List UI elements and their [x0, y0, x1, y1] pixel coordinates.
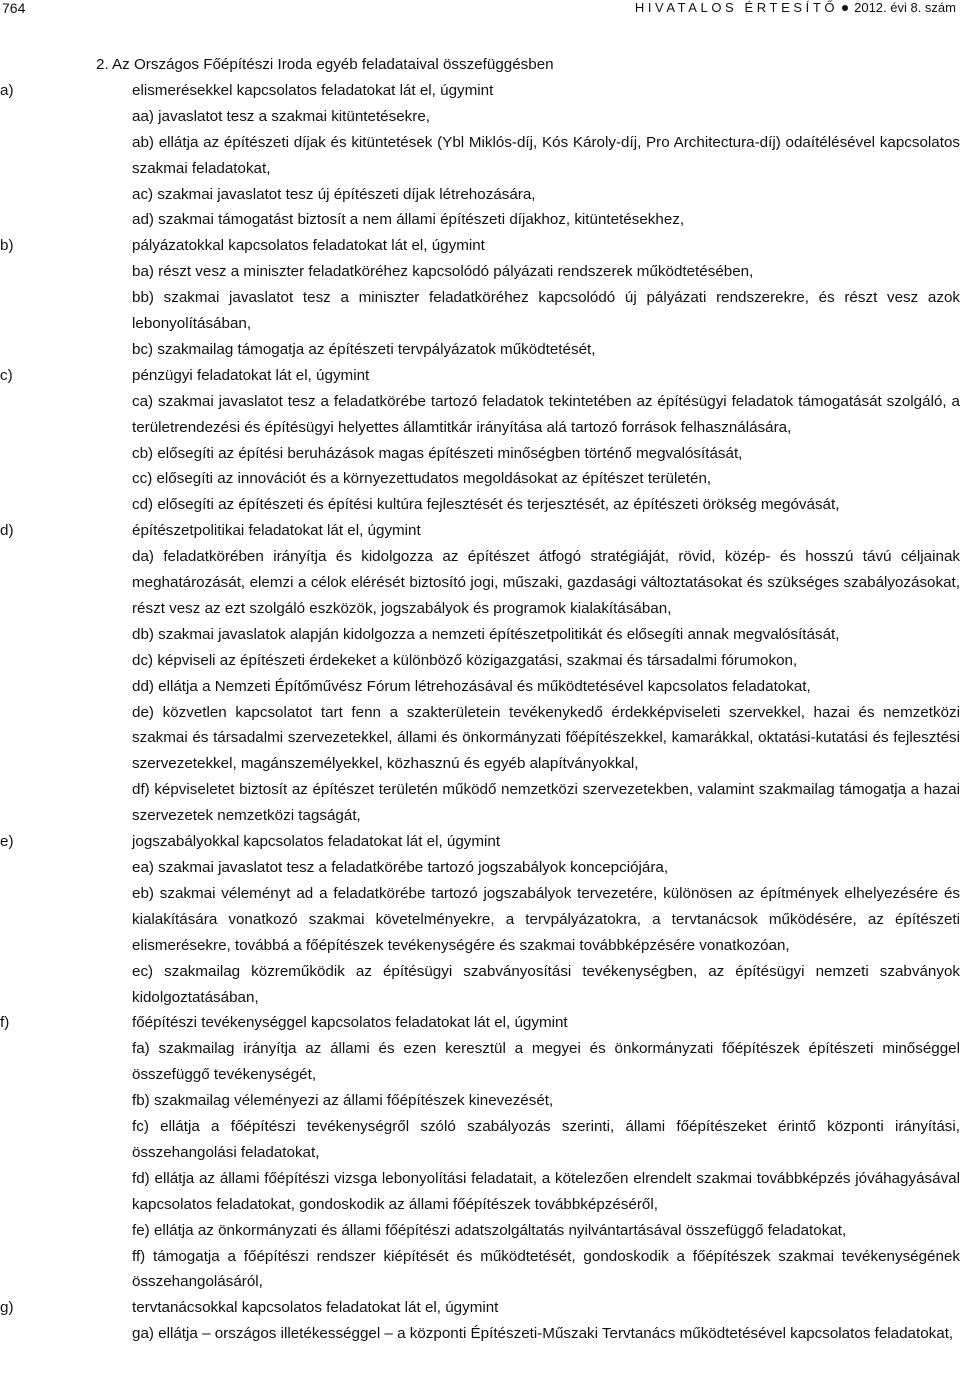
list-item-label: c) [0, 366, 13, 384]
journal-title [635, 0, 956, 15]
sub-item: ff) támogatja a főépítészi rendszer kiépítését és működtetését, gondoskodik a főépítészek szakmai tevékenységének összehangolásáról, [132, 1247, 960, 1291]
sub-item: dd) ellátja a Nemzeti Építőművész Fórum létrehozásával és működtetésével kapcsolatos feladatokat, [132, 677, 811, 695]
list-item [0, 233, 960, 259]
sub-item: fe) ellátja az önkormányzati és állami főépítészi adatszolgáltatás nyilvántartásával összefüggő feladatokat, [132, 1221, 847, 1239]
list-item-label: d) [0, 522, 14, 540]
list-item [0, 363, 960, 389]
running-header [0, 0, 960, 22]
list-item-text: pályázatokkal kapcsolatos feladatokat lát el, úgymint [132, 237, 485, 255]
sub-item: ea) szakmai javaslatot tesz a feladatkörébe tartozó jogszabályok koncepciójára, [132, 859, 669, 876]
list-item-label: g) [0, 1299, 14, 1317]
list-item-text: tervtanácsokkal kapcsolatos feladatokat lát el, úgymint [132, 1299, 499, 1317]
list-item-text: főépítészi tevékenységgel kapcsolatos feladatokat lát el, úgymint [132, 1014, 568, 1032]
sub-item: ac) szakmai javaslatot tesz új építészeti díjak létrehozására, [132, 185, 536, 203]
sub-item: bb) szakmai javaslatot tesz a miniszter feladatköréhez kapcsolódó új pályázati rendszerekre, és részt vesz azok lebonyolításában, [132, 289, 960, 333]
list-item-label: e) [0, 833, 14, 851]
sub-item: ab) ellátja az építészeti díjak és kitüntetések (Ybl Miklós-díj, Kós Károly-díj, Pro Architectura-díj) odaítélésével kapcsolatos szakmai feladatokat, [132, 133, 960, 177]
list-item-text: pénzügyi feladatokat lát el, úgymint [132, 366, 370, 384]
list-item [0, 1295, 960, 1321]
list-item [0, 518, 960, 544]
sub-item: cd) elősegíti az építészeti és építési kultúra fejlesztését és terjesztését, az építészeti örökség megóvását, [132, 496, 840, 514]
page-number: 764 [2, 0, 26, 16]
sub-item: ad) szakmai támogatást biztosít a nem állami építészeti díjakhoz, kitüntetésekhez, [132, 211, 685, 229]
list-item-text: építészetpolitikai feladatokat lát el, úgymint [132, 522, 421, 540]
sub-item: fb) szakmailag véleményezi az állami főépítészek kinevezését, [132, 1092, 554, 1110]
list-item-label: f) [0, 1014, 10, 1032]
sub-item: da) feladatkörében irányítja és kidolgozza az építészet átfogó stratégiáját, rövid, közép- és hosszú távú céljainak meghatározását, elemzi a célok elérését biztosító jogi, műszaki, gazdasági változtatásokat és szükséges szabályozásokat, részt vesz az ezt szolgáló eszközök, jogszabályok és programok kialakításában, [132, 548, 960, 617]
sub-item: ec) szakmailag közreműködik az építésügyi szabványosítási tevékenységben, az építésügyi nemzeti szabványok kidolgoztatásában, [132, 962, 960, 1006]
sub-item: dc) képviseli az építészeti érdekeket a különböző közigazgatási, szakmai és társadalmi fórumokon, [132, 651, 798, 669]
list-item-text: jogszabályokkal kapcsolatos feladatokat lát el, úgymint [132, 833, 501, 851]
sub-item: ga) ellátja – országos illetékességgel – a központi Építészeti-Műszaki Tervtanács működtetésével kapcsolatos feladatokat, [132, 1325, 954, 1343]
sub-item: cb) elősegíti az építési beruházások magas építészeti minőségben történő megvalósítását, [132, 444, 743, 462]
section-heading: 2. Az Országos Főépítészi Iroda egyéb feladataival összefüggésben [96, 56, 554, 73]
bullet-icon [842, 5, 848, 11]
sub-item: ca) szakmai javaslatot tesz a feladatkörébe tartozó feladatok tekintetében az építésügyi feladatok támogatását szolgáló, a területrendezési és építésügyi helyettes államtitkár irányítása alá tartozó források felhasználására, [132, 392, 960, 436]
list-item-label: a) [0, 81, 14, 99]
sub-item: fa) szakmailag irányítja az állami és ezen keresztül a megyei és önkormányzati főépítészek építészeti minőséggel összefüggő tevékenységét, [132, 1040, 960, 1084]
sub-item: aa) javaslatot tesz a szakmai kitüntetésekre, [132, 107, 430, 125]
list-item [0, 1010, 960, 1036]
sub-item: de) közvetlen kapcsolatot tart fenn a szakterületein tevékenykedő érdekképviseleti szervekkel, hazai és nemzetközi szakmai és társadalmi szervezetekkel, állami és önkormányzati főépítészekkel, kamarákkal, oktatási-kutatási és fejlesztési szervezetekkel, magánszemélyekkel, közhasznú és egyéb alapítványokkal, [132, 703, 960, 773]
sub-item: db) szakmai javaslatok alapján kidolgozza a nemzeti építészetpolitikát és elősegíti annak megvalósítását, [132, 625, 840, 643]
sub-item: bc) szakmailag támogatja az építészeti tervpályázatok működtetését, [132, 340, 596, 358]
sub-item: eb) szakmai véleményt ad a feladatkörébe tartozó jogszabályok tervezetére, különösen az építmények elhelyezésére és kialakítására vonatkozó szakmai követelményekre, a tervpályázatokra, a tervtanácsok működésére, az építészeti elismerésekre, továbbá a főépítészek tevékenységére és szakmai továbbképzésére vonatkozóan, [132, 884, 960, 954]
list-item [0, 829, 960, 855]
sub-item: df) képviseletet biztosít az építészet területén működő nemzetközi szervezetekben, valamint szakmailag támogatja a hazai szervezetek nemzetközi tagságát, [132, 781, 960, 825]
document-body [0, 52, 960, 1347]
list-item-label: b) [0, 237, 14, 255]
sub-item: fc) ellátja a főépítészi tevékenységről szóló szabályozás szerinti, állami főépítészeket érintő központi irányítási, összehangolási feladatokat, [132, 1118, 960, 1161]
list-item-text: elismerésekkel kapcsolatos feladatokat lát el, úgymint [132, 81, 494, 99]
sub-item: cc) elősegíti az innovációt és a környezettudatos megoldásokat az építészet területén, [132, 470, 712, 488]
issue-label: 2012. évi 8. szám [854, 0, 956, 15]
list-item [0, 78, 960, 104]
journal-name: HIVATALOS ÉRTESÍTŐ [634, 0, 839, 15]
sub-item: fd) ellátja az állami főépítészi vizsga lebonyolítási feladatait, a kötelezően elrendelt szakmai továbbképzés jóváhagyásával kapcsolatos feladatokat, gondoskodik az állami főépítészek továbbképzéséről, [132, 1169, 960, 1213]
sub-item: ba) részt vesz a miniszter feladatköréhez kapcsolódó pályázati rendszerek működtetésében, [132, 263, 754, 281]
